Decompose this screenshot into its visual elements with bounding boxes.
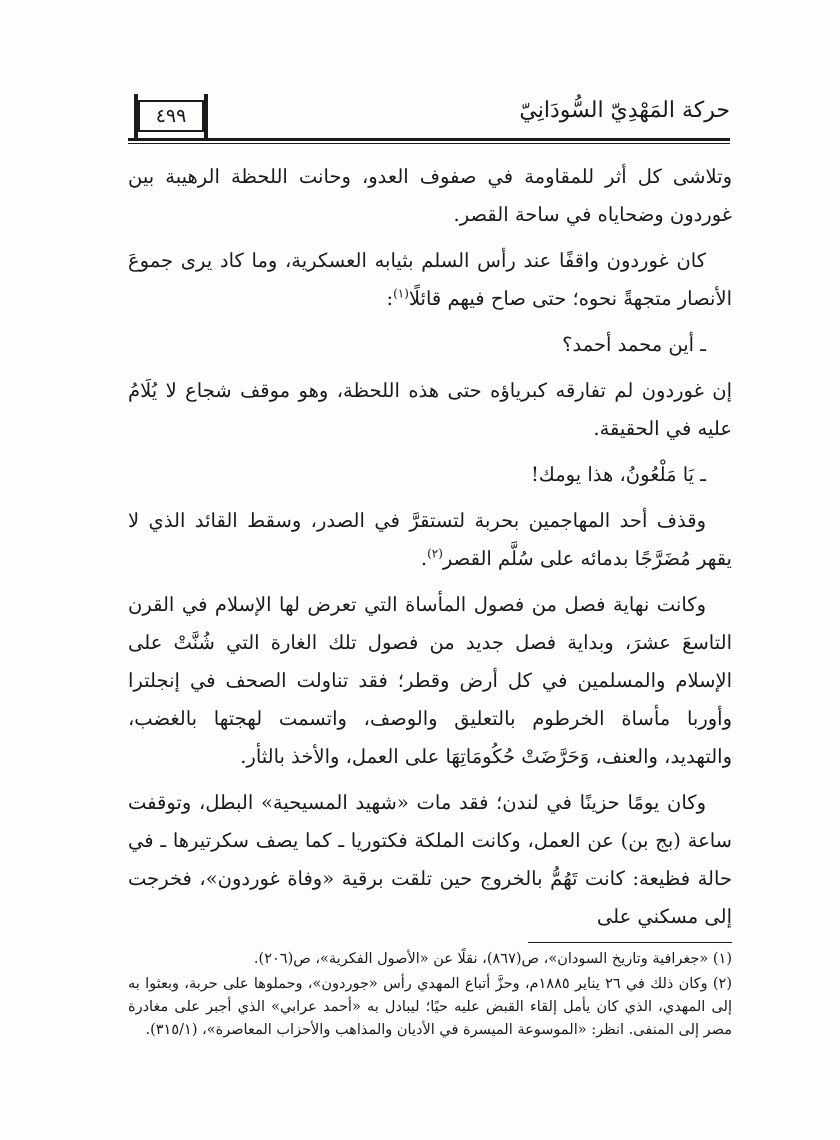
footnotes [128,948,732,1044]
dialog-line-2: ـ يَا مَلْعُونُ، هذا يومك! [530,463,706,486]
paragraph-4-text: وقذف أحد المهاجمين بحربة لتستقرَّ في الصدر، وسقط القائد الذي لا يقهر مُضَرَّجًا بدمائه على سُلَّم القصر [128,509,732,570]
footnote-ref-2[interactable]: (٢) [427,546,443,561]
footnote-2: (٢) وكان ذلك في ٢٦ يناير ١٨٨٥م، وحزَّ أتباع المهدي رأس «جوردون»، وحملوها على حربة، وبعثوا به إلى المهدي، الذي كان يأمل إلقاء القبض عليه حيًا؛ ليبادل به «أحمد عرابي» الذي أجبر على مغادرة مصر إلى المنفى. انظر: «الموسوعة الميسرة في الأديان والمذاهب والأحزاب المعاصرة»، (٣١٥/١). [128,976,732,1038]
header-rule [128,138,730,141]
colon-mark: : [386,287,394,310]
running-title: حركة المَهْدِيّ السُّودَانِيّ [519,98,730,123]
paragraph-1: وتلاشى كل أثر للمقاومة في صفوف العدو، وحانت اللحظة الرهيبة بين غوردون وضحاياه في ساحة القصر. [128,165,732,226]
page-header [128,92,730,144]
main-text [128,158,732,944]
footnote-separator [528,942,732,943]
paragraph-2-text: كان غوردون واقفًا عند رأس السلم بثيابه العسكرية، وما كاد يرى جموعَ الأنصار متجهةً نحوه؛ حتى صاح فيهم قائلًا [128,249,732,310]
paragraph-3: إن غوردون لم تفارقه كبرياؤه حتى هذه اللحظة، وهو موقف شجاع لا يُلَامُ عليه في الحقيقة. [128,379,732,440]
paragraph-5: وكانت نهاية فصل من فصول المأساة التي تعرض لها الإسلام في القرن التاسعَ عشرَ، وبداية فصل جديد من فصول تلك الغارة التي شُنَّتْ على الإسلام والمسلمين في كل أرض وقطر؛ فقد تناولت الصحف في إنجلترا وأوربا مأساة الخرطوم بالتعليق والوصف، واتسمت لهجتها بالغضب، والتهديد، والعنف، وَحَرَّضَتْ حُكُومَاتِهَا على العمل، والأخذ بالثأر. [128,593,732,768]
paragraph-4 [128,502,732,578]
footnote-1: (١) «جغرافية وتاريخ السودان»، ص(٨٦٧)، نقلًا عن «الأصول الفكرية»، ص(٢٠٦). [253,951,732,967]
page-number: ٤٩٩ [138,100,204,132]
dialog-line-1: ـ أين محمد أحمد؟ [562,333,706,356]
period-mark: . [420,547,428,570]
paragraph-6: وكان يومًا حزينًا في لندن؛ فقد مات «شهيد المسيحية» البطل، وتوقفت ساعة (بج بن) عن العمل، وكانت الملكة فكتوريا ـ كما يصف سكرتيرها ـ في حالة فظيعة: كانت تَهُمُّ بالخروج حين تلقت برقية «وفاة غوردون»، فخرجت إلى مسكني على [128,791,733,928]
footnote-ref-1[interactable]: (١) [393,286,409,301]
header-rule-thin [128,143,730,144]
paragraph-2 [128,242,732,318]
